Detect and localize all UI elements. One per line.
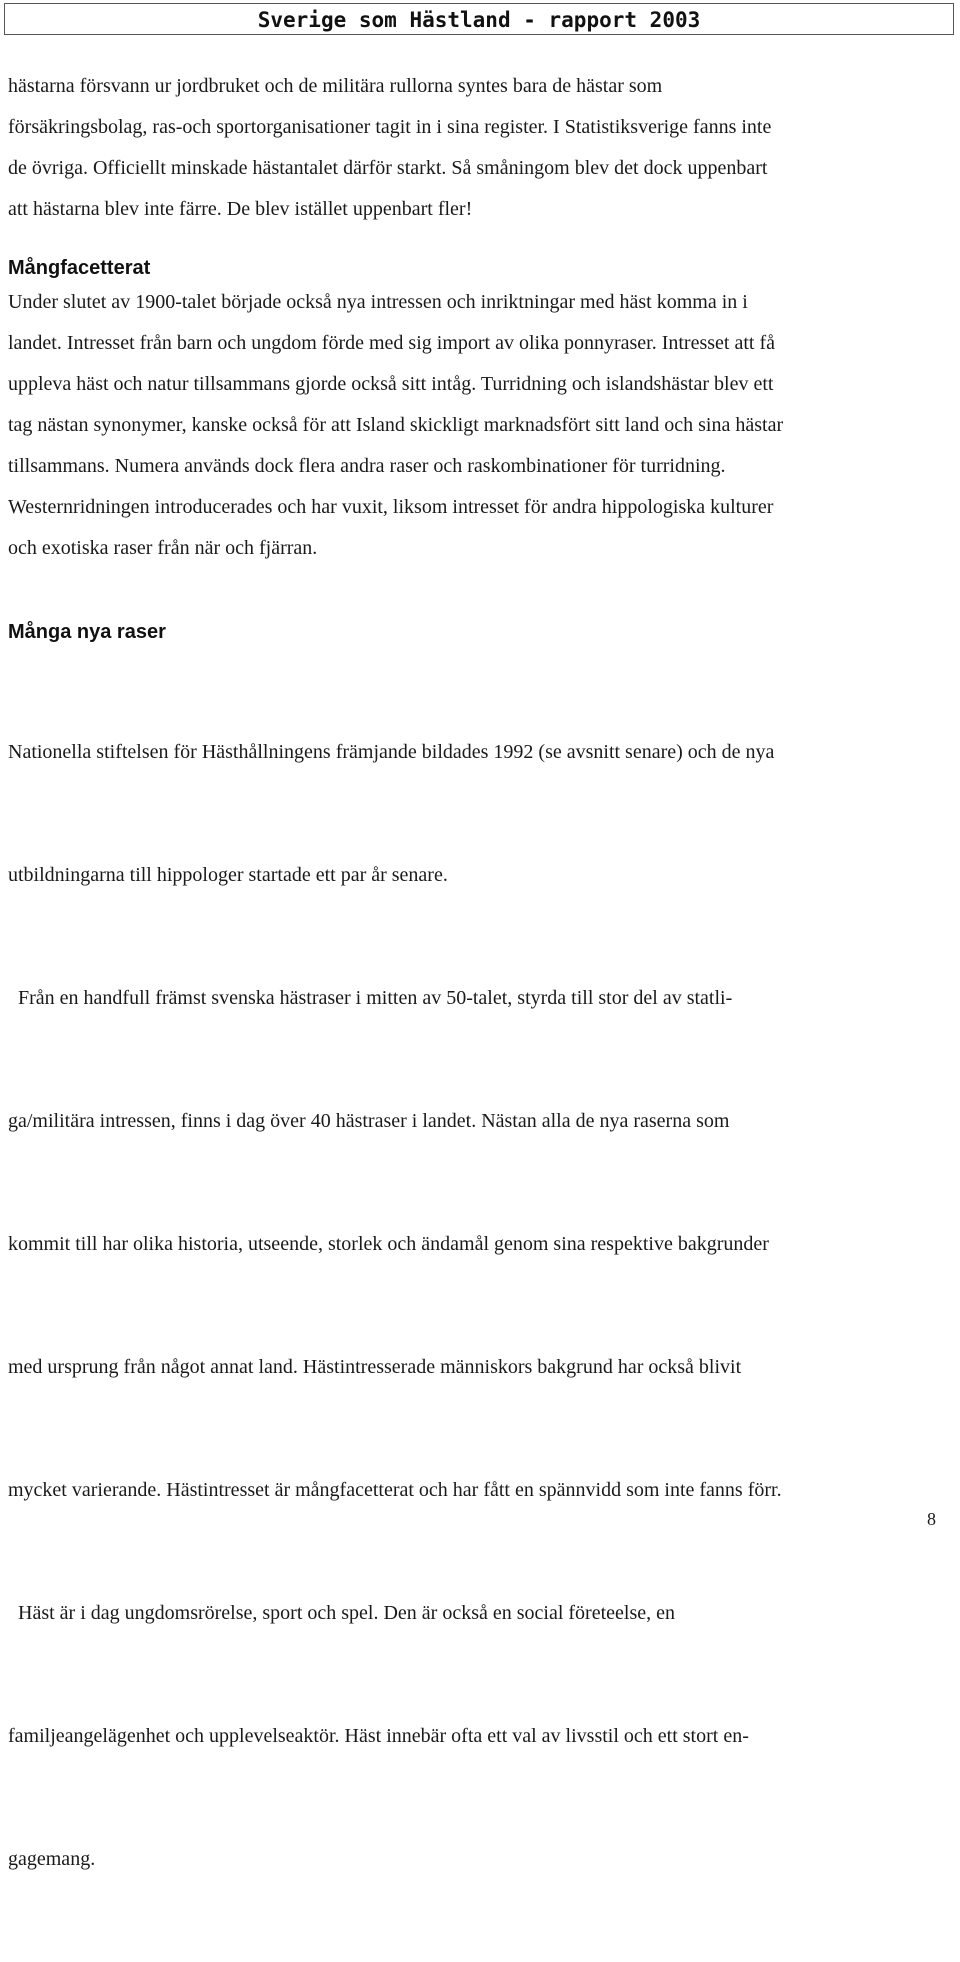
text-line: uppleva häst och natur tillsammans gjorde också sitt intåg. Turridning och islandshästar blev ett (8, 373, 774, 395)
document-body (8, 66, 943, 1962)
text-line: Under slutet av 1900-talet började också nya intressen och inriktningar med häst komma in i (8, 291, 748, 313)
text-line: hästarna försvann ur jordbruket och de militära rullorna syntes bara de hästar som (8, 75, 663, 97)
text-line: gagemang. (8, 1848, 96, 1870)
text-line: Från en handfull främst svenska hästraser i mitten av 50-talet, styrda till stor del av statli- (8, 987, 733, 1009)
text-line: med ursprung från något annat land. Hästintresserade människors bakgrund har också blivit (8, 1356, 742, 1378)
text-line: landet. Intresset från barn och ungdom förde med sig import av olika ponnyraser. Intresset att få (8, 332, 775, 354)
section2-paragraph (8, 650, 943, 1962)
text-line: Westernridningen introducerades och har vuxit, liksom intresset för andra hippologiska kulturer (8, 496, 774, 518)
text-line: tillsammans. Numera används dock flera andra raser och raskombinationer för turridning. (8, 455, 726, 477)
section-heading-mangfacetterat: Mångfacetterat (8, 257, 151, 279)
text-line: familjeangelägenhet och upplevelseaktör. Häst innebär ofta ett val av livsstil och ett stort en- (8, 1725, 749, 1747)
text-line: att hästarna blev inte färre. De blev istället uppenbart fler! (8, 198, 473, 220)
page-header-title: Sverige som Hästland - rapport 2003 (4, 3, 954, 35)
section1-paragraph (8, 282, 943, 569)
text-line: utbildningarna till hippologer startade ett par år senare. (8, 864, 448, 886)
text-line: Nationella stiftelsen för Hästhållningens främjande bildades 1992 (se avsnitt senare) och de nya (8, 741, 775, 763)
text-line: mycket varierande. Hästintresset är mångfacetterat och har fått en spännvidd som inte fanns förr. (8, 1479, 782, 1501)
intro-paragraph (8, 66, 943, 230)
section-heading-manga-nya-raser: Många nya raser (8, 621, 166, 643)
text-line: Häst är i dag ungdomsrörelse, sport och spel. Den är också en social företeelse, en (8, 1602, 676, 1624)
page-number: 8 (927, 1509, 936, 1529)
text-line: och exotiska raser från när och fjärran. (8, 537, 318, 559)
text-line: de övriga. Officiellt minskade hästantalet därför starkt. Så småningom blev det dock uppenbart (8, 157, 768, 179)
text-line: ga/militära intressen, finns i dag över 40 hästraser i landet. Nästan alla de nya raserna som (8, 1110, 730, 1132)
text-line: försäkringsbolag, ras-och sportorganisationer tagit in i sina register. I Statistiksverige fanns inte (8, 116, 772, 138)
text-line: tag nästan synonymer, kanske också för att Island skickligt marknadsfört sitt land och sina hästar (8, 414, 784, 436)
text-line: kommit till har olika historia, utseende, storlek och ändamål genom sina respektive bakgrunder (8, 1233, 769, 1255)
